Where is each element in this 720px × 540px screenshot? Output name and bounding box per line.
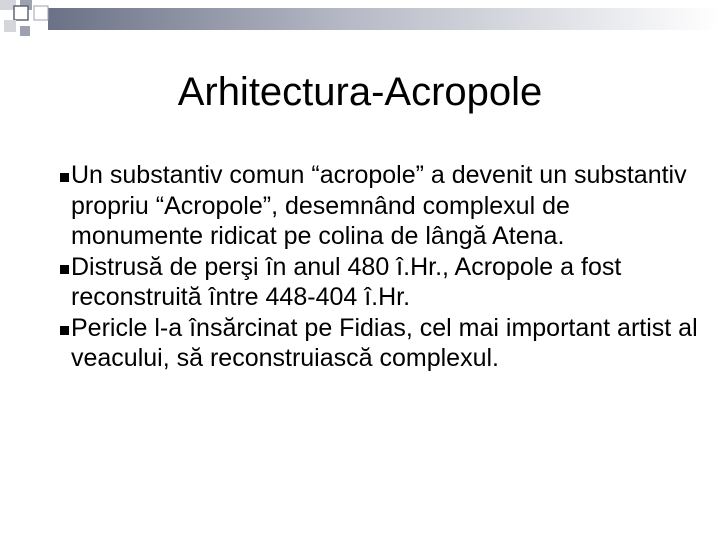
bullet-list — [60, 160, 700, 374]
decorative-header-pattern — [0, 0, 720, 40]
bullet-item — [60, 313, 700, 374]
bullet-item — [60, 160, 700, 252]
square-bullet-icon — [60, 265, 69, 274]
bullet-item — [60, 252, 700, 313]
bullet-text: Pericle l-a însărcinat pe Fidias, cel mai important artist al veacului, să reconstruiască complexul. — [71, 313, 698, 372]
square-bullet-icon — [60, 326, 69, 335]
slide-title: Arhitectura-Acropole — [177, 70, 543, 114]
bullet-text: Distrusă de perşi în anul 480 î.Hr., Acropole a fost reconstruită între 448-404 î.Hr. — [71, 252, 622, 311]
square-bullet-icon — [60, 173, 69, 182]
bullet-text: Un substantiv comun “acropole” a devenit un substantiv propriu “Acropole”, desemnând complexul de monumente ridicat pe colina de lângă Atena. — [71, 161, 687, 250]
